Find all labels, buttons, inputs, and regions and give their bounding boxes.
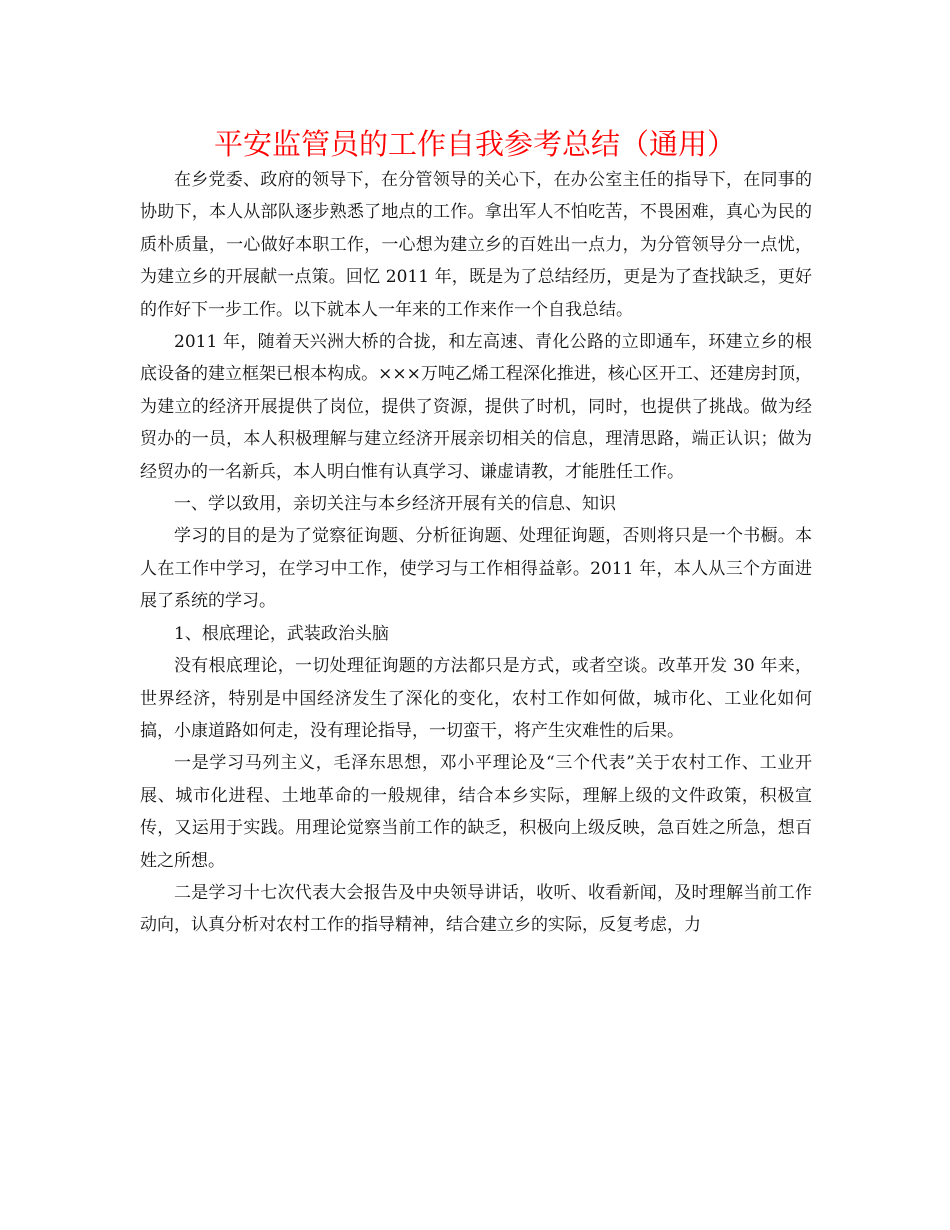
paragraph-point-one: 一是学习马列主义，毛泽东思想，邓小平理论及“三个代表”关于农村工作、工业开展、城市化进程、土地革命的一般规律，结合本乡实际，理解上级的文件政策，积极宣传，又运用于实践。用理论觉察当前工作的缺乏，积极向上级反映，急百姓之所急，想百姓之所想。 [140, 753, 812, 871]
paragraph-intro: 在乡党委、政府的领导下，在分管领导的关心下，在办公室主任的指导下，在同事的协助下，本人从部队逐步熟悉了地点的工作。拿出军人不怕吃苦，不畏困难，真心为民的质朴质量，一心做好本职工作，一心想为建立乡的百姓出一点力，为分管领导分一点忧，为建立乡的开展献一点策。回忆 2011 年，既是为了总结经历，更是为了查找缺乏，更好的作好下一步工作。以下就本人一年来的工作来作一个自我总结。 [140, 170, 812, 320]
paragraph-background: 2011 年，随着天兴洲大桥的合拢，和左高速、青化公路的立即通车，环建立乡的根底设备的建立框架已根本构成。×××万吨乙烯工程深化推进，核心区开工、还建房封顶，为建立的经济开展提供了岗位，提供了资源，提供了时机，同时，也提供了挑战。做为经贸办的一员，本人积极理解与建立经济开展亲切相关的信息，理清思路，端正认识；做为经贸办的一名新兵，本人明白惟有认真学习、谦虚请教，才能胜任工作。 [140, 332, 812, 482]
paragraph-theory: 没有根底理论，一切处理征询题的方法都只是方式，或者空谈。改革开发 30 年来，世界经济，特别是中国经济发生了深化的变化，农村工作如何做，城市化、工业化如何搞，小康道路如何走，没有理论指导，一切蛮干，将产生灾难性的后果。 [140, 656, 812, 741]
subsection-heading-1: 1、根底理论，武装政治头脑 [174, 623, 389, 644]
paragraph-study-purpose: 学习的目的是为了觉察征询题、分析征询题、处理征询题，否则将只是一个书橱。本人在工作中学习，在学习中工作，使学习与工作相得益彰。2011 年，本人从三个方面进展了系统的学习。 [140, 526, 812, 612]
document-body [140, 164, 812, 942]
paragraph-point-two: 二是学习十七次代表大会报告及中央领导讲话，收听、收看新闻，及时理解当前工作动向，认真分析对农村工作的指导精神，结合建立乡的实际，反复考虑，力 [140, 882, 812, 936]
document-title: 平安监管员的工作自我参考总结（通用） [213, 127, 736, 161]
section-heading-1: 一、学以致用，亲切关注与本乡经济开展有关的信息、知识 [174, 494, 616, 515]
